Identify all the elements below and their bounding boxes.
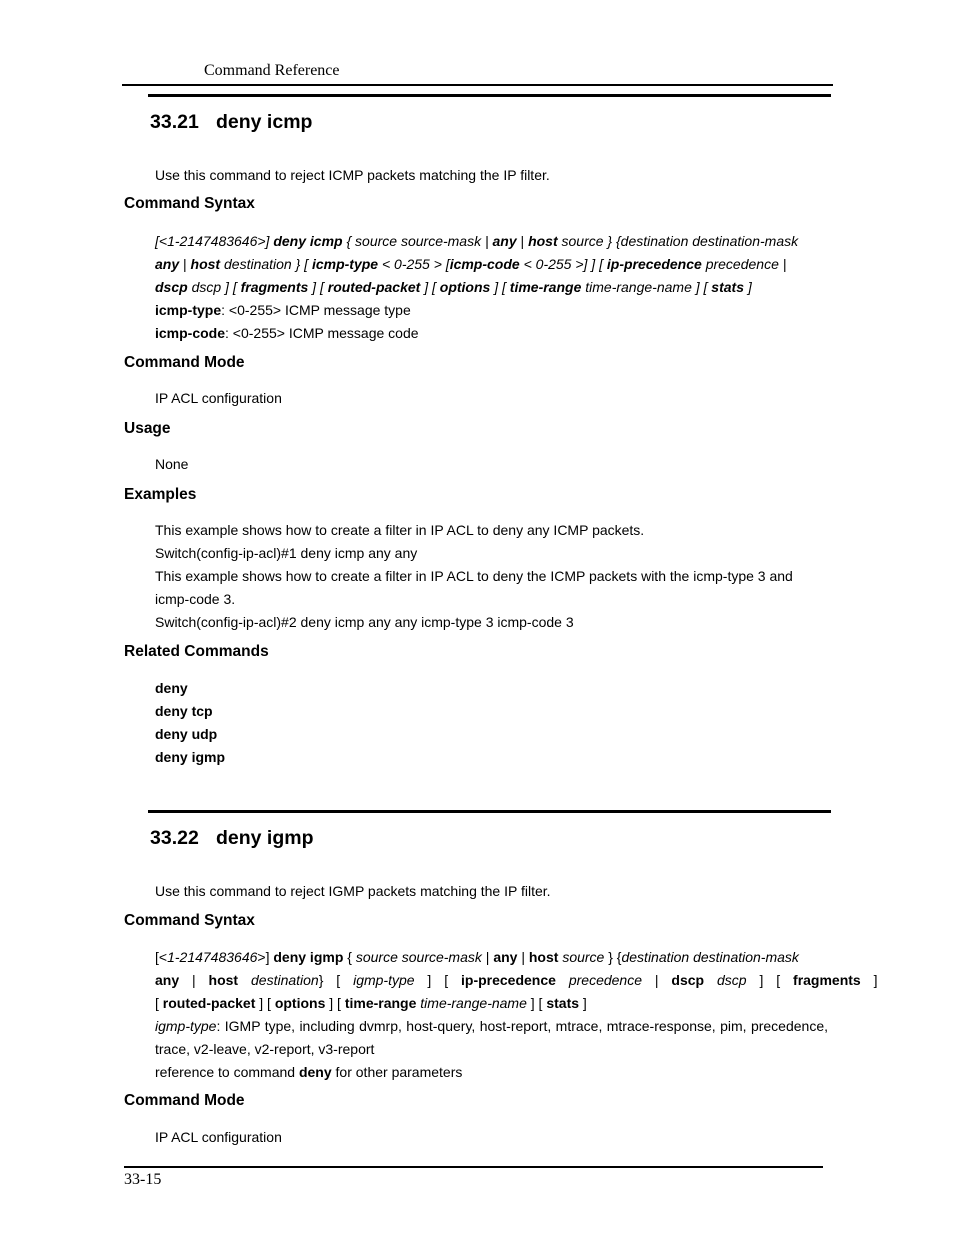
heading-examples: Examples [124, 486, 197, 503]
section-intro: Use this command to reject ICMP packets matching the IP filter. [155, 167, 550, 183]
param-icmp-type: icmp-type: <0-255> ICMP message type [155, 302, 411, 318]
syntax-line: [<1-2147483646>] deny igmp { source source-mask | any | host source } {destination destination-mask [155, 949, 799, 965]
section-title-deny-icmp [150, 111, 312, 134]
related-command-deny: deny [155, 680, 188, 696]
syntax-block [155, 230, 828, 345]
heading-command-mode: Command Mode [124, 354, 245, 371]
section-title-deny-igmp [150, 827, 314, 850]
footer-rule [124, 1166, 823, 1168]
heading-command-syntax: Command Syntax [124, 195, 255, 212]
header-rule [122, 84, 833, 86]
syntax-line: any | host destination} [ igmp-type ] [ ip-precedence precedence | dscp dscp ] [ fragments ] [155, 972, 878, 988]
examples-block [155, 519, 828, 634]
syntax-line: [ routed-packet ] [ options ] [ time-range time-range-name ] [ stats ] [155, 995, 587, 1011]
heading-command-mode: Command Mode [124, 1092, 245, 1109]
example-command: Switch(config-ip-acl)#2 deny icmp any any icmp-type 3 icmp-code 3 [155, 614, 574, 630]
param-reference: reference to command deny for other parameters [155, 1064, 463, 1080]
section-name: deny igmp [216, 827, 314, 849]
syntax-line: dscp dscp ] [ fragments ] [ routed-packet ] [ options ] [ time-range time-range-name ] [ stats ] [155, 279, 752, 295]
section-intro: Use this command to reject IGMP packets matching the IP filter. [155, 883, 551, 899]
section-rule [148, 94, 831, 97]
command-mode-text: IP ACL configuration [155, 390, 282, 406]
section-name: deny icmp [216, 111, 313, 133]
related-command-deny-tcp: deny tcp [155, 703, 213, 719]
heading-command-syntax: Command Syntax [124, 912, 255, 929]
usage-text: None [155, 456, 189, 472]
command-mode-text: IP ACL configuration [155, 1129, 282, 1145]
heading-related-commands: Related Commands [124, 643, 269, 660]
section-number: 33.22 [150, 827, 199, 849]
syntax-block [155, 946, 878, 1084]
param-icmp-code: icmp-code: <0-255> ICMP message code [155, 325, 419, 341]
page-number: 33-15 [124, 1171, 162, 1188]
section-number: 33.21 [150, 111, 199, 133]
related-command-deny-igmp: deny igmp [155, 749, 226, 765]
example-command: Switch(config-ip-acl)#1 deny icmp any any [155, 545, 418, 561]
syntax-line: any | host destination } [ icmp-type < 0-255 > [icmp-code < 0-255 >] ] [ ip-precedence precedence | [155, 256, 787, 272]
example-text: This example shows how to create a filter in IP ACL to deny the ICMP packets with the icmp-type 3 and icmp-code 3. [155, 568, 793, 607]
heading-usage: Usage [124, 420, 171, 437]
example-text: This example shows how to create a filter in IP ACL to deny any ICMP packets. [155, 522, 645, 538]
syntax-line: [<1-2147483646>] deny icmp { source source-mask | any | host source } {destination destination-mask [155, 233, 799, 249]
related-command-deny-udp: deny udp [155, 726, 218, 742]
param-igmp-type: igmp-type: IGMP type, including dvmrp, host-query, host-report, mtrace, mtrace-response, pim, precedence, trace, v2-leave, v2-report, v3-report [155, 1018, 828, 1057]
section-rule [148, 810, 831, 813]
running-header-title: Command Reference [204, 62, 340, 79]
